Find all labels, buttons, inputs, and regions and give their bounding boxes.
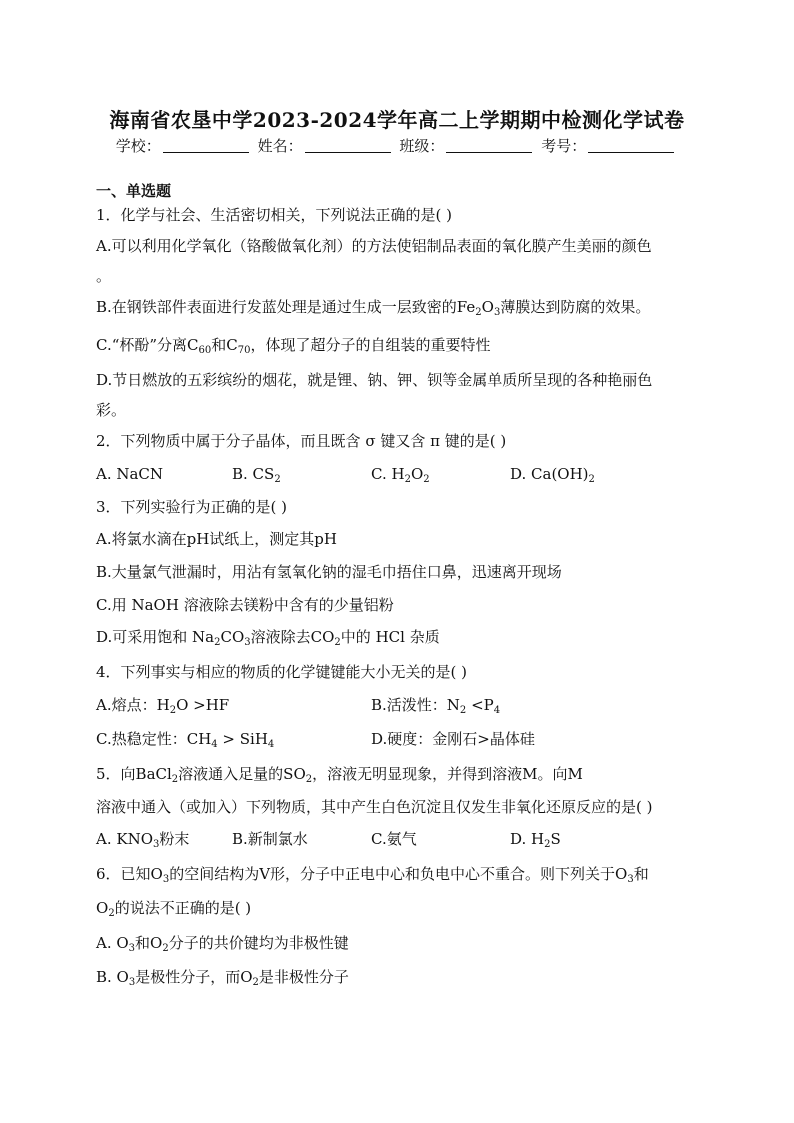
student-info-row (0, 135, 794, 156)
q1-stem: 1．化学与社会、生活密切相关，下列说法正确的是( ) (96, 206, 453, 224)
q4-option-b: B.活泼性：$N_2 <P_4$ (371, 696, 501, 716)
q2-stem: 2．下列物质中属于分子晶体，而且既含 σ 键又含 π 键的是( ) (96, 432, 507, 450)
q2-option-d: D. $Ca(OH)_2$ (510, 465, 595, 485)
school-blank (163, 138, 249, 153)
q1-option-d: D.节日燃放的五彩缤纷的烟花，就是锂、钠、钾、钡等金属单质所呈现的各种艳丽色 (96, 371, 653, 389)
q2-option-a: A. NaCN (96, 465, 164, 483)
q5-option-c: C.氨气 (371, 830, 417, 848)
q3-option-c: C.用 NaOH 溶液除去镁粉中含有的少量铝粉 (96, 596, 394, 614)
q6-option-b: B. $O_3$是极性分子，而$O_2$是非极性分子 (96, 968, 349, 988)
q1-option-b: B.在钢铁部件表面进行发蓝处理是通过生成一层致密的$Fe_2O_3$薄膜达到防腐的效果。 (96, 298, 651, 318)
q5-stem-line2: 溶液中通入（或加入）下列物质，其中产生白色沉淀且仅发生非氧化还原反应的是( ) (96, 798, 653, 816)
section-heading: 一、单选题 (96, 182, 172, 200)
q6-stem-line2: $O_2$的说法不正确的是( ) (96, 899, 252, 919)
school-label: 学校： (115, 137, 161, 155)
q1-option-d-cont: 彩。 (96, 401, 127, 419)
exam-title: 海南省农垦中学2023-2024学年高二上学期期中检测化学试卷 (109, 108, 685, 132)
q3-stem: 3．下列实验行为正确的是( ) (96, 498, 288, 516)
q3-option-a: A.将氯水滴在pH试纸上，测定其pH (96, 530, 337, 548)
q4-option-d: D.硬度：金刚石>晶体硅 (371, 730, 535, 748)
name-label: 姓名： (257, 137, 303, 155)
q5-stem-line1: 5．向BaCl$_2$溶液通入足量的$SO_2$，溶液无明显现象，并得到溶液M。向M (96, 765, 583, 785)
q5-option-d: D. $H_2S$ (510, 830, 561, 850)
q1-option-c: C.“杯酚”分离$C_{60}$和$C_{70}$，体现了超分子的自组装的重要特性 (96, 336, 491, 356)
q4-option-c: C.热稳定性：$CH_4 > SiH_4$ (96, 730, 275, 750)
q1-option-a: A.可以利用化学氧化（铬酸做氧化剂）的方法使铝制品表面的氧化膜产生美丽的颜色 (96, 237, 652, 255)
q5-option-b: B.新制氯水 (232, 830, 308, 848)
q5-option-a: A. $KNO_3$粉末 (96, 830, 190, 850)
number-blank (588, 138, 674, 153)
q6-stem-line1: 6．已知$O_3$的空间结构为V形，分子中正电中心和负电中心不重合。则下列关于$O_3$和 (96, 865, 649, 885)
q3-option-b: B.大量氯气泄漏时，用沾有氢氧化钠的湿毛巾捂住口鼻，迅速离开现场 (96, 563, 562, 581)
class-label: 班级： (399, 137, 445, 155)
class-blank (446, 138, 532, 153)
q4-stem: 4．下列事实与相应的物质的化学键键能大小无关的是( ) (96, 663, 468, 681)
number-label: 考号： (541, 137, 587, 155)
q1-option-a-cont: 。 (96, 267, 112, 285)
q4-option-a: A.熔点：$H_2O >HF$ (96, 696, 230, 716)
q2-option-c: C. $H_2O_2$ (371, 465, 430, 485)
q2-option-b: B. $CS_2$ (232, 465, 281, 485)
name-blank (305, 138, 391, 153)
q6-option-a: A. $O_3$和$O_2$分子的共价键均为非极性键 (96, 934, 349, 954)
q3-option-d: D.可采用饱和 $Na_2CO_3$溶液除去$CO_2$中的 HCl 杂质 (96, 628, 440, 648)
